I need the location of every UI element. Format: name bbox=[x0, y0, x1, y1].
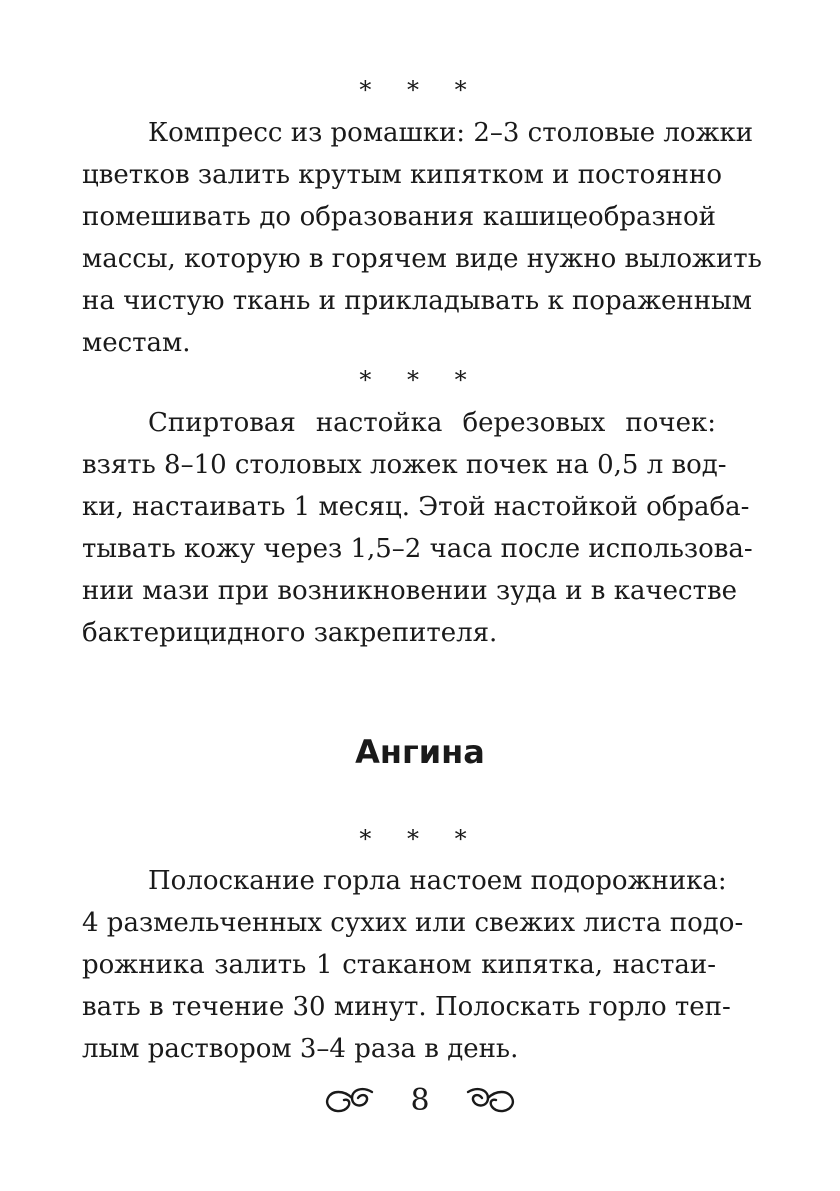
flourish-right-icon bbox=[464, 1084, 518, 1118]
text-line: лым раствором 3–4 раза в день. bbox=[82, 1034, 519, 1064]
section-heading: Ангина bbox=[355, 733, 485, 771]
page-footer bbox=[0, 1084, 840, 1118]
text-line: массы, которую в горячем виде нужно выложить bbox=[82, 244, 762, 274]
text-line: помешивать до образования кашицеобразной bbox=[82, 202, 716, 232]
text-line: вать в течение 30 минут. Полоскать горло теп- bbox=[82, 992, 731, 1022]
text-line: тывать кожу через 1,5–2 часа после использова- bbox=[82, 534, 753, 564]
text-line: местам. bbox=[82, 328, 191, 358]
text-line: Полоскание горла настоем подорожника: bbox=[148, 866, 727, 896]
separator-3: * * * bbox=[359, 825, 481, 853]
text-line: 4 размельченных сухих или свежих листа подо- bbox=[82, 908, 744, 938]
page-number: 8 bbox=[410, 1083, 430, 1118]
text-line: ки, настаивать 1 месяц. Этой настойкой обраба- bbox=[82, 492, 750, 522]
text-line: бактерицидного закрепителя. bbox=[82, 618, 498, 648]
text-line: Спиртовая настойка березовых почек: bbox=[148, 408, 716, 438]
separator-2: * * * bbox=[359, 366, 481, 394]
text-line: на чистую ткань и прикладывать к пораженным bbox=[82, 286, 752, 316]
flourish-left-icon bbox=[322, 1084, 376, 1118]
text-line: Компресс из ромашки: 2–3 столовые ложки bbox=[148, 118, 754, 148]
text-line: цветков залить крутым кипятком и постоянно bbox=[82, 160, 722, 190]
text-line: нии мази при возникновении зуда и в качестве bbox=[82, 576, 738, 606]
text-line: рожника залить 1 стаканом кипятка, настаи- bbox=[82, 950, 716, 980]
text-line: взять 8–10 столовых ложек почек на 0,5 л вод- bbox=[82, 450, 727, 480]
separator-1: * * * bbox=[359, 76, 481, 104]
